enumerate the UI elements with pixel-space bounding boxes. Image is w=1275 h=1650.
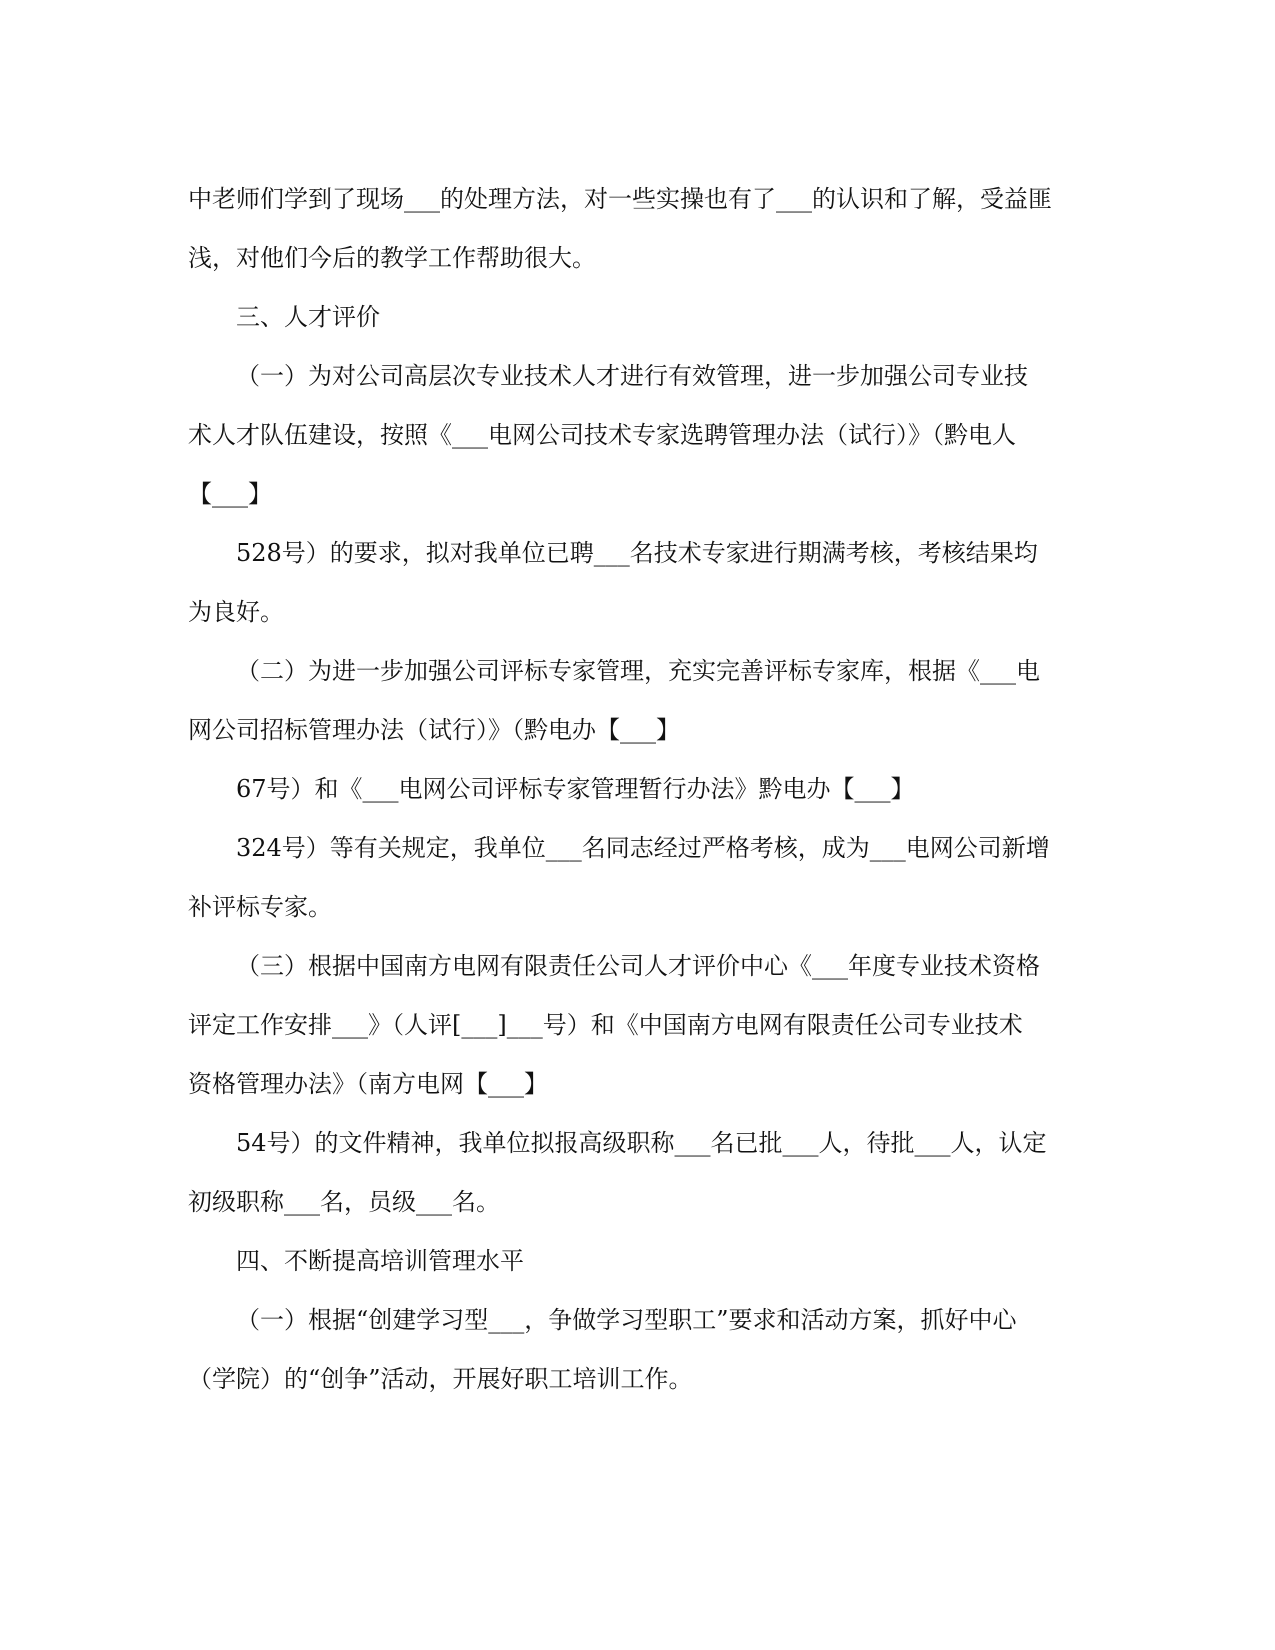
text-line: （一）为对公司高层次专业技术人才进行有效管理，进一步加强公司专业技 bbox=[236, 362, 1028, 390]
section-heading: 四、不断提高培训管理水平 bbox=[236, 1247, 524, 1275]
document-body bbox=[188, 170, 1088, 1409]
text-line: 528号）的要求，拟对我单位已聘___名技术专家进行期满考核，考核结果均 bbox=[236, 539, 1038, 567]
text-line: 浅，对他们今后的教学工作帮助很大。 bbox=[188, 244, 596, 272]
text-line: 网公司招标管理办法（试行）》（黔电办【___】 bbox=[188, 716, 680, 744]
text-line: 资格管理办法》（南方电网【___】 bbox=[188, 1070, 548, 1098]
text-line: （三）根据中国南方电网有限责任公司人才评价中心《___年度专业技术资格 bbox=[236, 952, 1040, 980]
text-line: 为良好。 bbox=[188, 598, 284, 626]
text-line: 评定工作安排___》（人评[___]___号）和《中国南方电网有限责任公司专业技术 bbox=[188, 1011, 1023, 1039]
text-line: 54号）的文件精神，我单位拟报高级职称___名已批___人，待批___人，认定 bbox=[236, 1129, 1047, 1157]
text-line: （学院）的“创争”活动，开展好职工培训工作。 bbox=[188, 1365, 693, 1393]
text-line: （二）为进一步加强公司评标专家管理，充实完善评标专家库，根据《___电 bbox=[236, 657, 1040, 685]
text-line: （一）根据“创建学习型___，争做学习型职工”要求和活动方案，抓好中心 bbox=[236, 1306, 1017, 1334]
text-line: 补评标专家。 bbox=[188, 893, 332, 921]
text-line: 【___】 bbox=[188, 480, 272, 508]
section-heading: 三、人才评价 bbox=[236, 303, 380, 331]
text-line: 初级职称___名，员级___名。 bbox=[188, 1188, 500, 1216]
text-line: 67号）和《___电网公司评标专家管理暂行办法》黔电办【___】 bbox=[236, 775, 915, 803]
text-line: 术人才队伍建设，按照《___电网公司技术专家选聘管理办法（试行）》（黔电人 bbox=[188, 421, 1016, 449]
text-line: 324号）等有关规定，我单位___名同志经过严格考核，成为___电网公司新增 bbox=[236, 834, 1050, 862]
text-line: 中老师们学到了现场___的处理方法，对一些实操也有了___的认识和了解，受益匪 bbox=[188, 185, 1052, 213]
